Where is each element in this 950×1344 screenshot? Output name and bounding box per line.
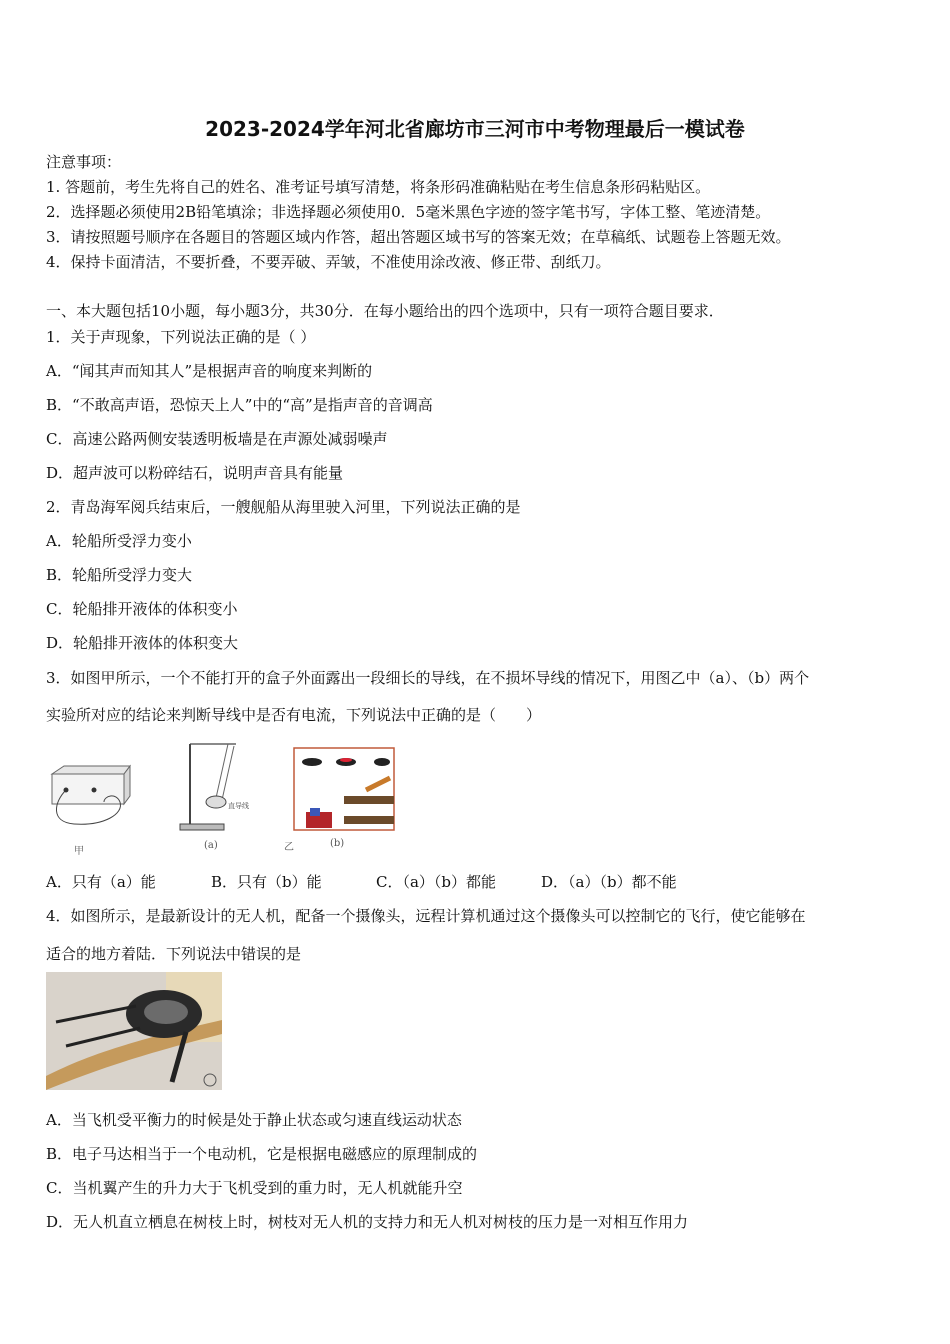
question-3-stem-line1: 3．如图甲所示，一个不能打开的盒子外面露出一段细长的导线，在不损坏导线的情况下，用图乙中（a）、（b）两个: [46, 669, 810, 687]
figure-a-compass-stand: [176, 738, 249, 856]
figure-b-circuit: [280, 738, 404, 856]
q1-option-c: C．高速公路两侧安装透明板墙是在声源处减弱噪声: [46, 430, 388, 448]
notice-heading: 注意事项：: [46, 153, 122, 171]
drone-photo: [46, 972, 222, 1090]
question-2-stem: 2．青岛海军阅兵结束后，一艘舰船从海里驶入河里，下列说法正确的是: [46, 498, 521, 516]
q1-option-b: B．“不敢高声语，恐惊天上人”中的“高”是指声音的音调高: [46, 396, 433, 414]
magnet-icon: [302, 758, 322, 766]
section-heading: 一、本大题包括10小题，每小题3分，共30分．在每小题给出的四个选项中，只有一项符合题目要求．: [46, 302, 724, 320]
q1-option-a: A．“闻其声而知其人”是根据声音的响度来判断的: [46, 362, 373, 380]
fig-label-b: (b): [330, 838, 345, 849]
q3-option-b: B．只有（b）能: [211, 873, 322, 891]
q3-option-c: C．（a）（b）都能: [376, 873, 497, 891]
fig-label-jia: 甲: [74, 846, 84, 857]
q3-options-row: [46, 872, 677, 892]
fig-label-a: (a): [204, 840, 218, 851]
exam-title: 2023-2024学年河北省廊坊市三河市中考物理最后一模试卷: [205, 117, 745, 141]
figure-jia-box: [44, 762, 134, 862]
question-1-stem: 1．关于声现象，下列说法正确的是（ ）: [46, 328, 316, 346]
fig-label-wire: 直导线: [228, 802, 249, 810]
q2-option-b: B．轮船所受浮力变大: [46, 566, 193, 584]
compass-icon: [206, 796, 226, 808]
question-3-stem-line2: 实验所对应的结论来判断导线中是否有电流，下列说法中正确的是（ ）: [46, 706, 542, 724]
q3-option-a: A．只有（a）能: [46, 873, 156, 891]
q4-option-c: C．当机翼产生的升力大于飞机受到的重力时，无人机就能升空: [46, 1179, 463, 1197]
q4-option-b: B．电子马达相当于一个电动机，它是根据电磁感应的原理制成的: [46, 1145, 478, 1163]
notice-item: 4．保持卡面清洁，不要折叠，不要弄破、弄皱，不准使用涂改液、修正带、刮纸刀。: [46, 253, 611, 271]
notice-item: 3．请按照题号顺序在各题目的答题区域内作答，超出答题区域书写的答案无效；在草稿纸、试题卷上答题无效。: [46, 228, 791, 246]
q3-option-d: D．（a）（b）都不能: [541, 873, 677, 891]
q4-option-a: A．当飞机受平衡力的时候是处于静止状态或匀速直线运动状态: [46, 1111, 462, 1129]
q2-option-d: D．轮船排开液体的体积变大: [46, 634, 239, 652]
fig-label-yi: 乙: [284, 842, 294, 853]
q2-option-c: C．轮船排开液体的体积变小: [46, 600, 238, 618]
q4-option-d: D．无人机直立栖息在树枝上时，树枝对无人机的支持力和无人机对树枝的压力是一对相互作用力: [46, 1213, 689, 1231]
box-shape: [52, 774, 124, 804]
q2-option-a: A．轮船所受浮力变小: [46, 532, 192, 550]
rod-icon: [366, 778, 390, 790]
q1-option-d: D．超声波可以粉碎结石，说明声音具有能量: [46, 464, 344, 482]
question-4-stem-line2: 适合的地方着陆．下列说法中错误的是: [46, 945, 302, 963]
notice-item: 2．选择题必须使用2B铅笔填涂；非选择题必须使用0．5毫米黑色字迹的签字笔书写，字体工整、笔迹清楚。: [46, 203, 771, 221]
question-4-stem-line1: 4．如图所示，是最新设计的无人机，配备一个摄像头，远程计算机通过这个摄像头可以控制它的飞行，使它能够在: [46, 907, 806, 925]
notice-item: 1. 答题前，考生先将自己的姓名、准考证号填写清楚，将条形码准确粘贴在考生信息条形码粘贴区。: [46, 178, 711, 196]
drone-icon: [46, 972, 222, 1090]
